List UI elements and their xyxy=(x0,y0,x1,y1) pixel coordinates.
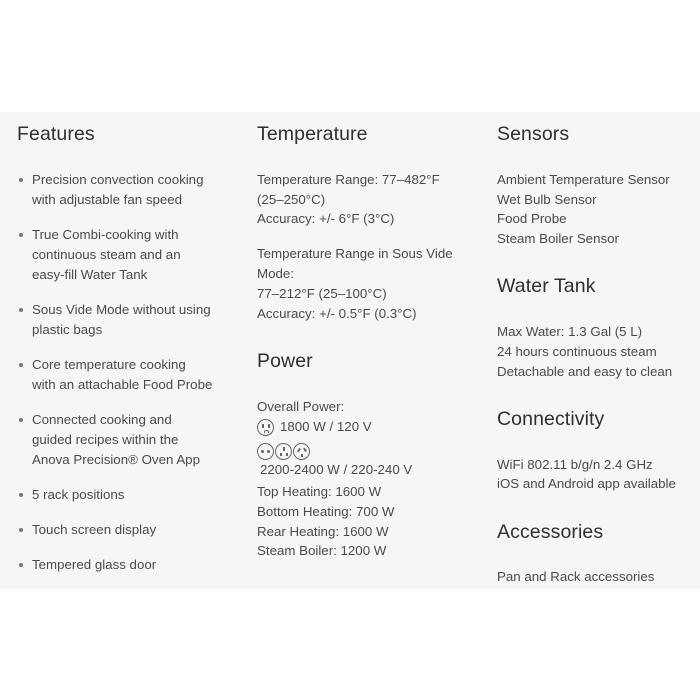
feature-item xyxy=(17,300,232,340)
water-tank-item: Max Water: 1.3 Gal (5 L) xyxy=(497,324,643,339)
feature-item xyxy=(17,225,232,285)
bullet-icon xyxy=(19,493,23,497)
feature-text: guided recipes within the xyxy=(32,432,179,447)
temperature-heading: Temperature xyxy=(257,123,368,145)
feature-text: 5 rack positions xyxy=(32,487,125,502)
feature-text: Sous Vide Mode without using xyxy=(32,302,211,317)
feature-text: continuous steam and an xyxy=(32,247,181,262)
sous-vide-range: 77–212°F (25–100°C) xyxy=(257,286,387,301)
temperature-accuracy: Accuracy: +/- 6°F (3°C) xyxy=(257,211,395,226)
feature-text: with adjustable fan speed xyxy=(32,192,183,207)
au-outlet-icon xyxy=(293,443,310,460)
features-heading: Features xyxy=(17,123,95,145)
uk-outlet-icon xyxy=(275,443,292,460)
sensor-item: Wet Bulb Sensor xyxy=(497,192,597,207)
feature-text: with an attachable Food Probe xyxy=(32,377,213,392)
steam-boiler: Steam Boiler: 1200 W xyxy=(257,543,387,558)
bullet-icon xyxy=(19,308,23,312)
eu-outlet-icon xyxy=(257,443,274,460)
feature-item xyxy=(17,485,232,505)
bullet-icon xyxy=(19,418,23,422)
specs-panel xyxy=(0,112,700,589)
feature-item xyxy=(17,355,232,395)
sous-vide-accuracy: Accuracy: +/- 0.5°F (0.3°C) xyxy=(257,306,417,321)
sensor-item: Steam Boiler Sensor xyxy=(497,231,619,246)
accessories-heading: Accessories xyxy=(497,521,604,543)
temperature-range-celsius: (25–250°C) xyxy=(257,192,326,207)
sous-vide-range-label: Temperature Range in Sous Vide xyxy=(257,246,453,261)
sous-vide-range-label-cont: Mode: xyxy=(257,266,294,281)
bullet-icon xyxy=(19,233,23,237)
sensor-item: Ambient Temperature Sensor xyxy=(497,172,670,187)
feature-text: Tempered glass door xyxy=(32,557,157,572)
feature-item xyxy=(17,555,232,575)
connectivity-item: iOS and Android app available xyxy=(497,476,676,491)
connectivity-item: WiFi 802.11 b/g/n 2.4 GHz xyxy=(497,457,653,472)
top-heating: Top Heating: 1600 W xyxy=(257,484,382,499)
intl-power-value: 2200-2400 W / 220-240 V xyxy=(260,462,413,477)
connectivity-heading: Connectivity xyxy=(497,408,605,430)
us-outlet-icon xyxy=(257,419,274,436)
bullet-icon xyxy=(19,563,23,567)
feature-text: Anova Precision® Oven App xyxy=(32,452,200,467)
water-tank-item: Detachable and easy to clean xyxy=(497,364,673,379)
bottom-heating: Bottom Heating: 700 W xyxy=(257,504,395,519)
us-power-row xyxy=(257,417,372,437)
sensors-heading: Sensors xyxy=(497,123,570,145)
feature-item xyxy=(17,170,232,210)
feature-text: Connected cooking and xyxy=(32,412,172,427)
rear-heating: Rear Heating: 1600 W xyxy=(257,524,389,539)
intl-outlet-icons xyxy=(257,441,311,461)
bullet-icon xyxy=(19,363,23,367)
overall-power-label: Overall Power: xyxy=(257,399,345,414)
water-tank-item: 24 hours continuous steam xyxy=(497,344,657,359)
us-power-value: 1800 W / 120 V xyxy=(280,419,372,434)
bullet-icon xyxy=(19,178,23,182)
feature-text: Core temperature cooking xyxy=(32,357,186,372)
feature-item xyxy=(17,410,232,470)
power-heading: Power xyxy=(257,350,313,372)
feature-text: True Combi-cooking with xyxy=(32,227,179,242)
features-list xyxy=(17,170,232,575)
water-tank-heading: Water Tank xyxy=(497,275,596,297)
feature-text: easy-fill Water Tank xyxy=(32,267,148,282)
accessories-item: Pan and Rack accessories xyxy=(497,569,655,584)
feature-text: plastic bags xyxy=(32,322,103,337)
temperature-range: Temperature Range: 77–482°F xyxy=(257,172,440,187)
bullet-icon xyxy=(19,528,23,532)
sensor-item: Food Probe xyxy=(497,211,567,226)
feature-item xyxy=(17,520,232,540)
feature-text: Touch screen display xyxy=(32,522,157,537)
feature-text: Precision convection cooking xyxy=(32,172,204,187)
